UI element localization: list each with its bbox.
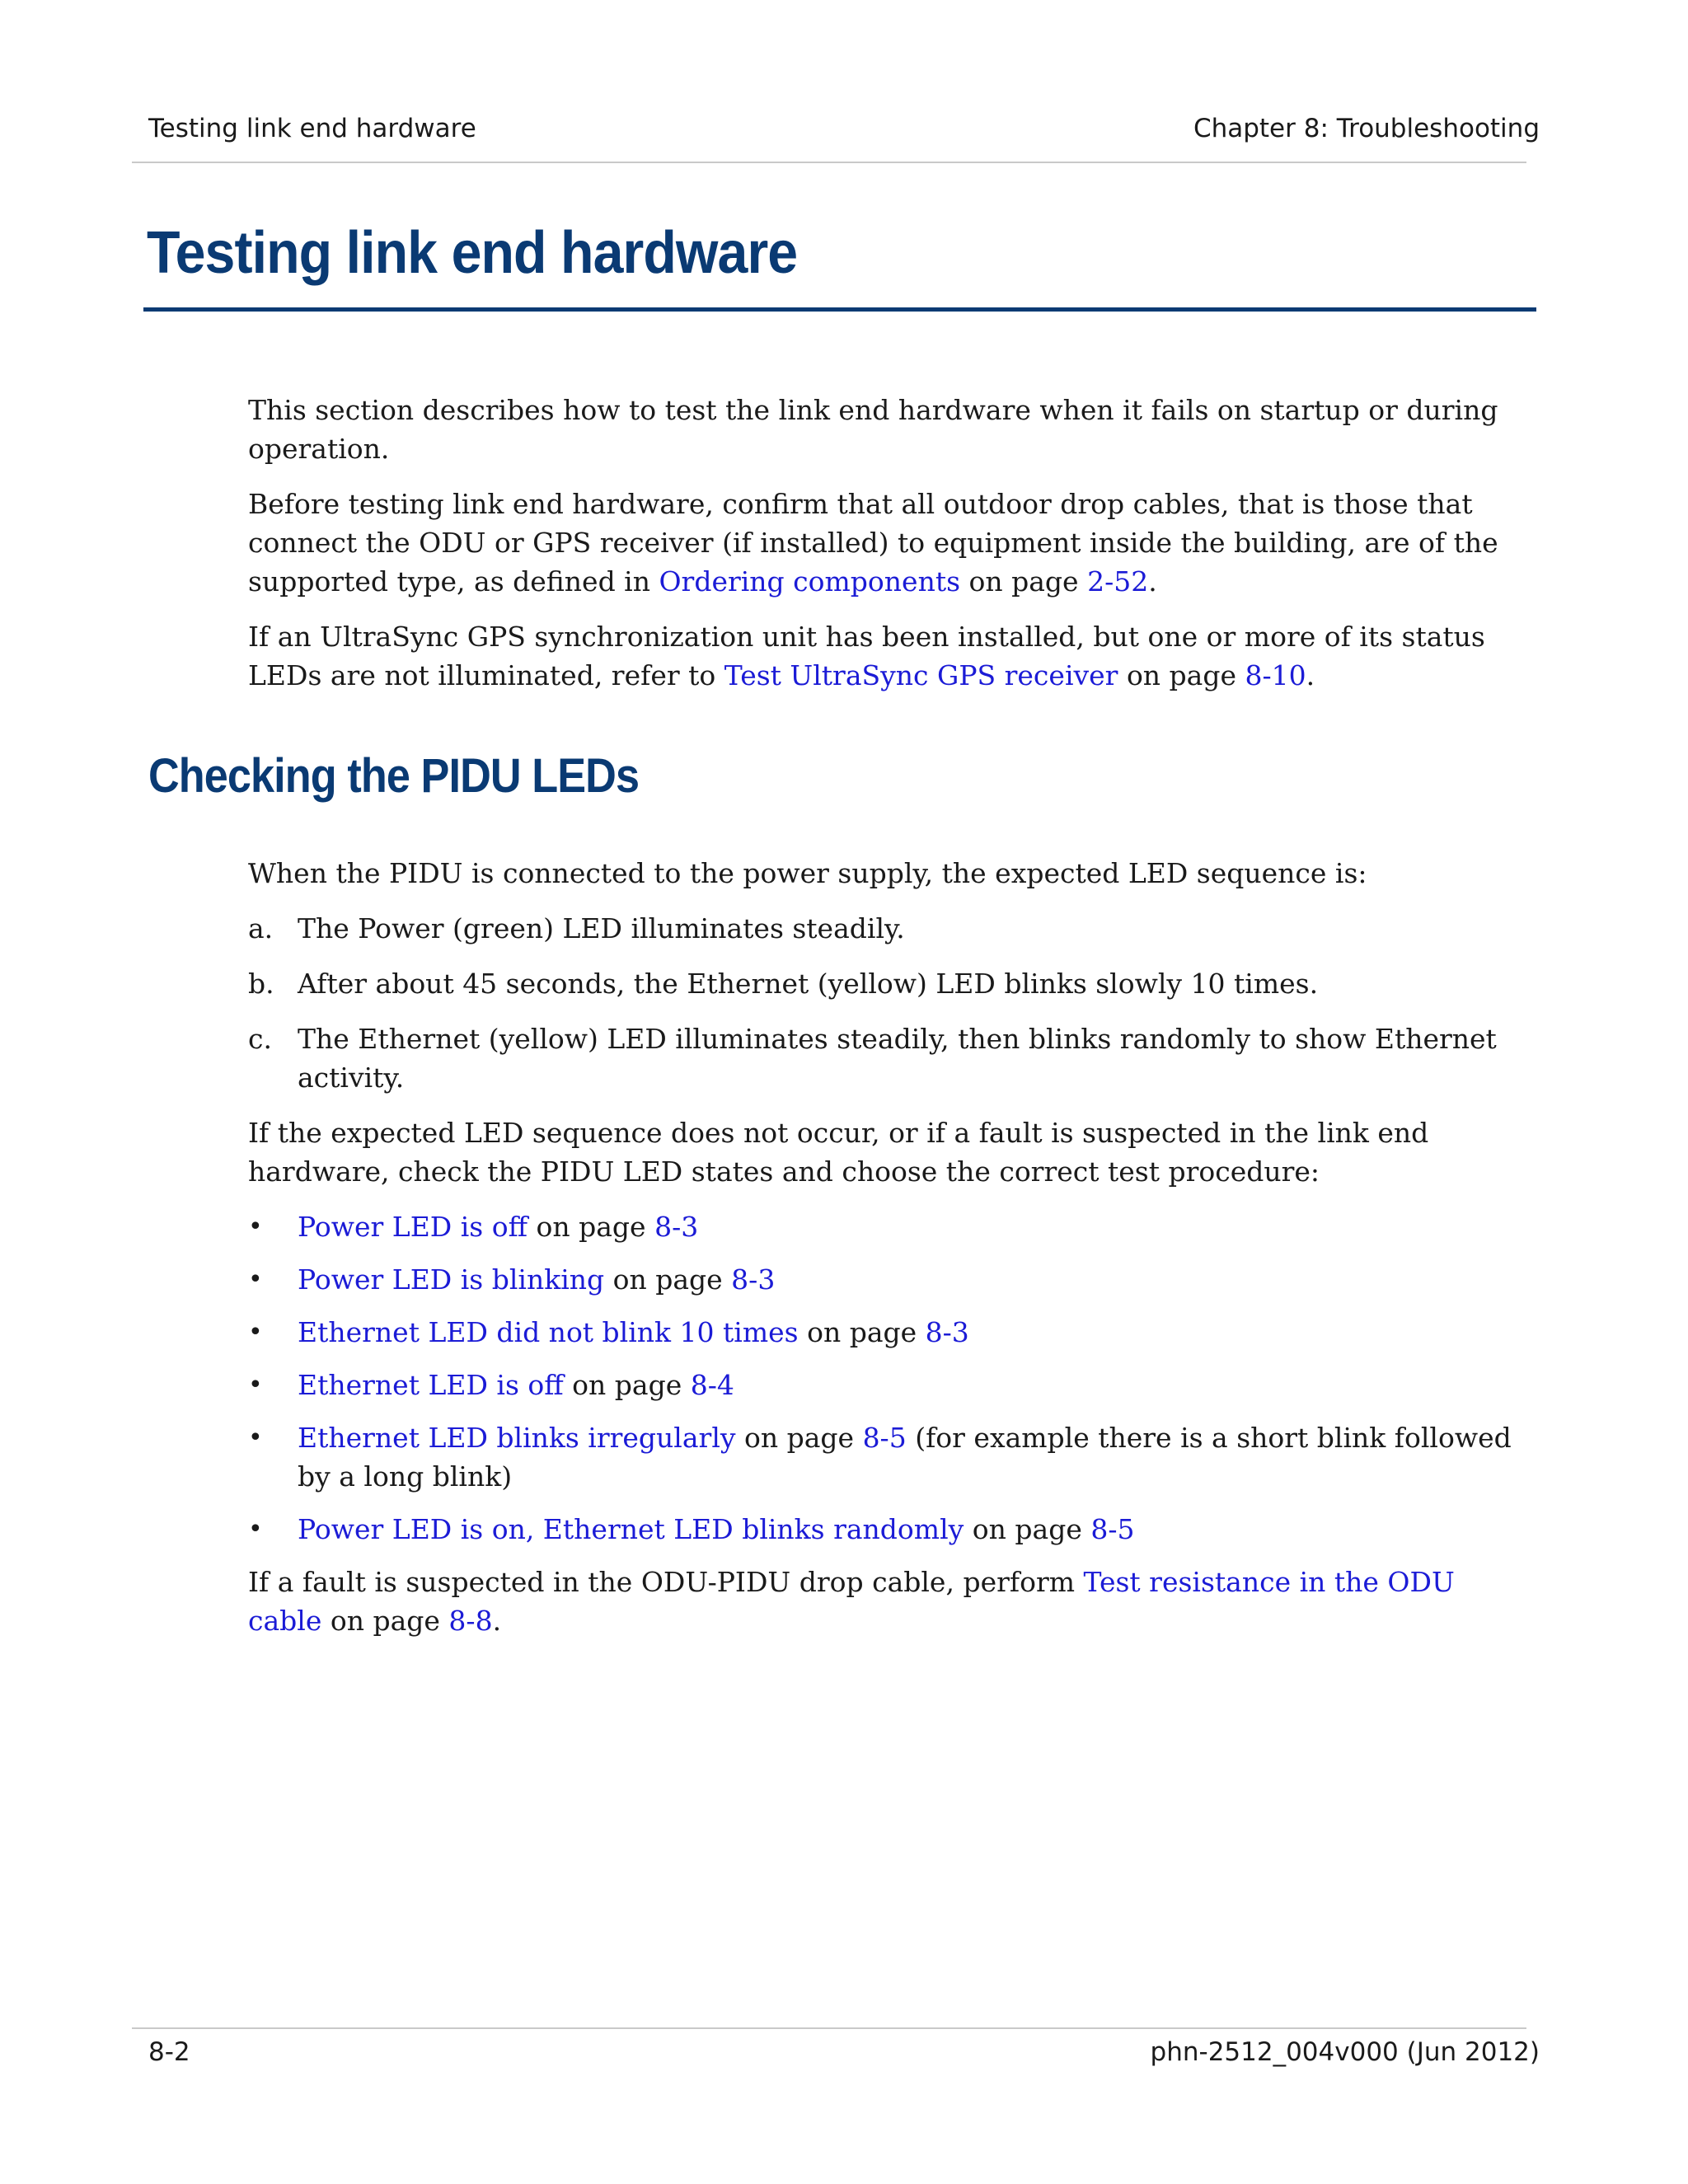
list-item-text (298, 1366, 734, 1404)
on-page-text: on page (964, 1513, 1091, 1545)
page-ref-link[interactable]: 8-3 (925, 1316, 969, 1348)
list-item-tail: (for example there is a short blink followed by a long blink) (298, 1422, 1512, 1493)
intro-p3-text: If an UltraSync GPS synchronization unit has been installed, but one or more of its status LEDs are not illuminated, refer to (248, 621, 1485, 691)
list-item (248, 1207, 1534, 1246)
bullet-icon: • (248, 1371, 263, 1399)
pidu-leds-block (248, 854, 1534, 1657)
list-item (248, 1418, 1534, 1496)
test-procedure-list (248, 1207, 1534, 1549)
ordering-components-link[interactable]: Ordering components (659, 565, 961, 598)
intro-p2-text: Before testing link end hardware, confirm that all outdoor drop cables, that is those that connect the ODU or GPS receiver (if installed) to equipment inside the building, are of the supported type, as defined in (248, 488, 1498, 598)
page-title: Testing link end hardware (147, 220, 798, 286)
page-ref-link[interactable]: 8-8 (448, 1605, 493, 1637)
bullet-icon: • (248, 1212, 263, 1241)
ethernet-led-irregular-link[interactable]: Ethernet LED blinks irregularly (298, 1422, 736, 1454)
list-item-text (298, 1207, 698, 1246)
intro-block (248, 391, 1534, 711)
intro-paragraph-2 (248, 485, 1534, 601)
title-rule (143, 307, 1536, 312)
running-header (148, 114, 1540, 143)
test-resistance-link[interactable]: Test resistance in the ODU cable (248, 1566, 1455, 1637)
bullet-icon: • (248, 1265, 263, 1294)
test-ultrasync-gps-link[interactable]: Test UltraSync GPS receiver (724, 659, 1118, 691)
on-page-text: on page (528, 1211, 655, 1243)
ethernet-led-not-blink-link[interactable]: Ethernet LED did not blink 10 times (298, 1316, 799, 1348)
list-item-text (298, 1260, 775, 1299)
list-item-text (298, 1418, 1534, 1496)
step-text: After about 45 seconds, the Ethernet (yellow) LED blinks slowly 10 times. (298, 968, 1319, 1000)
power-led-off-link[interactable]: Power LED is off (298, 1211, 528, 1243)
intro-p2-mid: on page (960, 565, 1088, 598)
step-marker: b. (248, 968, 274, 1000)
step-marker: a. (248, 912, 274, 944)
intro-paragraph-3 (248, 617, 1534, 695)
page-ref-link[interactable]: 8-3 (731, 1263, 776, 1296)
bullet-icon: • (248, 1423, 263, 1452)
header-section-name: Testing link end hardware (148, 114, 476, 143)
document-id: phn-2512_004v000 (Jun 2012) (1150, 2037, 1540, 2067)
power-led-blinking-link[interactable]: Power LED is blinking (298, 1263, 605, 1296)
on-page-text: on page (563, 1369, 691, 1401)
header-chapter-name: Chapter 8: Troubleshooting (1193, 114, 1540, 143)
sequence-step (248, 964, 1534, 1003)
fault-paragraph: If the expected LED sequence does not occur, or if a fault is suspected in the link end hardware, check the PIDU LED states and choose the correct test procedure: (248, 1117, 1429, 1188)
intro-p3-mid: on page (1118, 659, 1245, 691)
page-ref-link[interactable]: 8-4 (690, 1369, 734, 1401)
list-item (248, 1260, 1534, 1299)
list-item (248, 1510, 1534, 1549)
on-page-text: on page (798, 1316, 926, 1348)
step-marker: c. (248, 1023, 272, 1055)
page-ref-link[interactable]: 8-5 (1090, 1513, 1135, 1545)
on-page-text: on page (604, 1263, 732, 1296)
final-paragraph (248, 1563, 1534, 1640)
list-item-text (298, 1510, 1135, 1549)
section-heading: Checking the PIDU LEDs (148, 749, 640, 803)
sequence-step (248, 909, 1534, 948)
running-footer (148, 2037, 1540, 2067)
list-item-text (298, 1313, 969, 1352)
step-text: The Ethernet (yellow) LED illuminates steadily, then blinks randomly to show Ethernet activity. (298, 1023, 1497, 1094)
bullet-icon: • (248, 1515, 263, 1544)
intro-p2-end: . (1148, 565, 1157, 598)
list-item (248, 1366, 1534, 1404)
header-rule (132, 162, 1526, 163)
page-ref-link[interactable]: 8-10 (1245, 659, 1306, 691)
step-text: The Power (green) LED illuminates steadily. (298, 912, 905, 944)
intro-p3-end: . (1306, 659, 1315, 691)
section-lead: When the PIDU is connected to the power supply, the expected LED sequence is: (248, 857, 1367, 889)
ethernet-led-off-link[interactable]: Ethernet LED is off (298, 1369, 564, 1401)
list-item (248, 1313, 1534, 1352)
intro-paragraph-1: This section describes how to test the link end hardware when it fails on startup or during operation. (248, 394, 1498, 465)
page-ref-link[interactable]: 2-52 (1087, 565, 1149, 598)
final-mid: on page (321, 1605, 449, 1637)
bullet-icon: • (248, 1318, 263, 1347)
page-ref-link[interactable]: 8-5 (862, 1422, 907, 1454)
page-number: 8-2 (148, 2037, 190, 2067)
sequence-step (248, 1019, 1534, 1097)
on-page-text: on page (735, 1422, 863, 1454)
final-text: If a fault is suspected in the ODU-PIDU drop cable, perform (248, 1566, 1084, 1598)
page-ref-link[interactable]: 8-3 (654, 1211, 699, 1243)
final-end: . (492, 1605, 502, 1637)
footer-rule (132, 2027, 1526, 2029)
power-on-ethernet-random-link[interactable]: Power LED is on, Ethernet LED blinks randomly (298, 1513, 964, 1545)
